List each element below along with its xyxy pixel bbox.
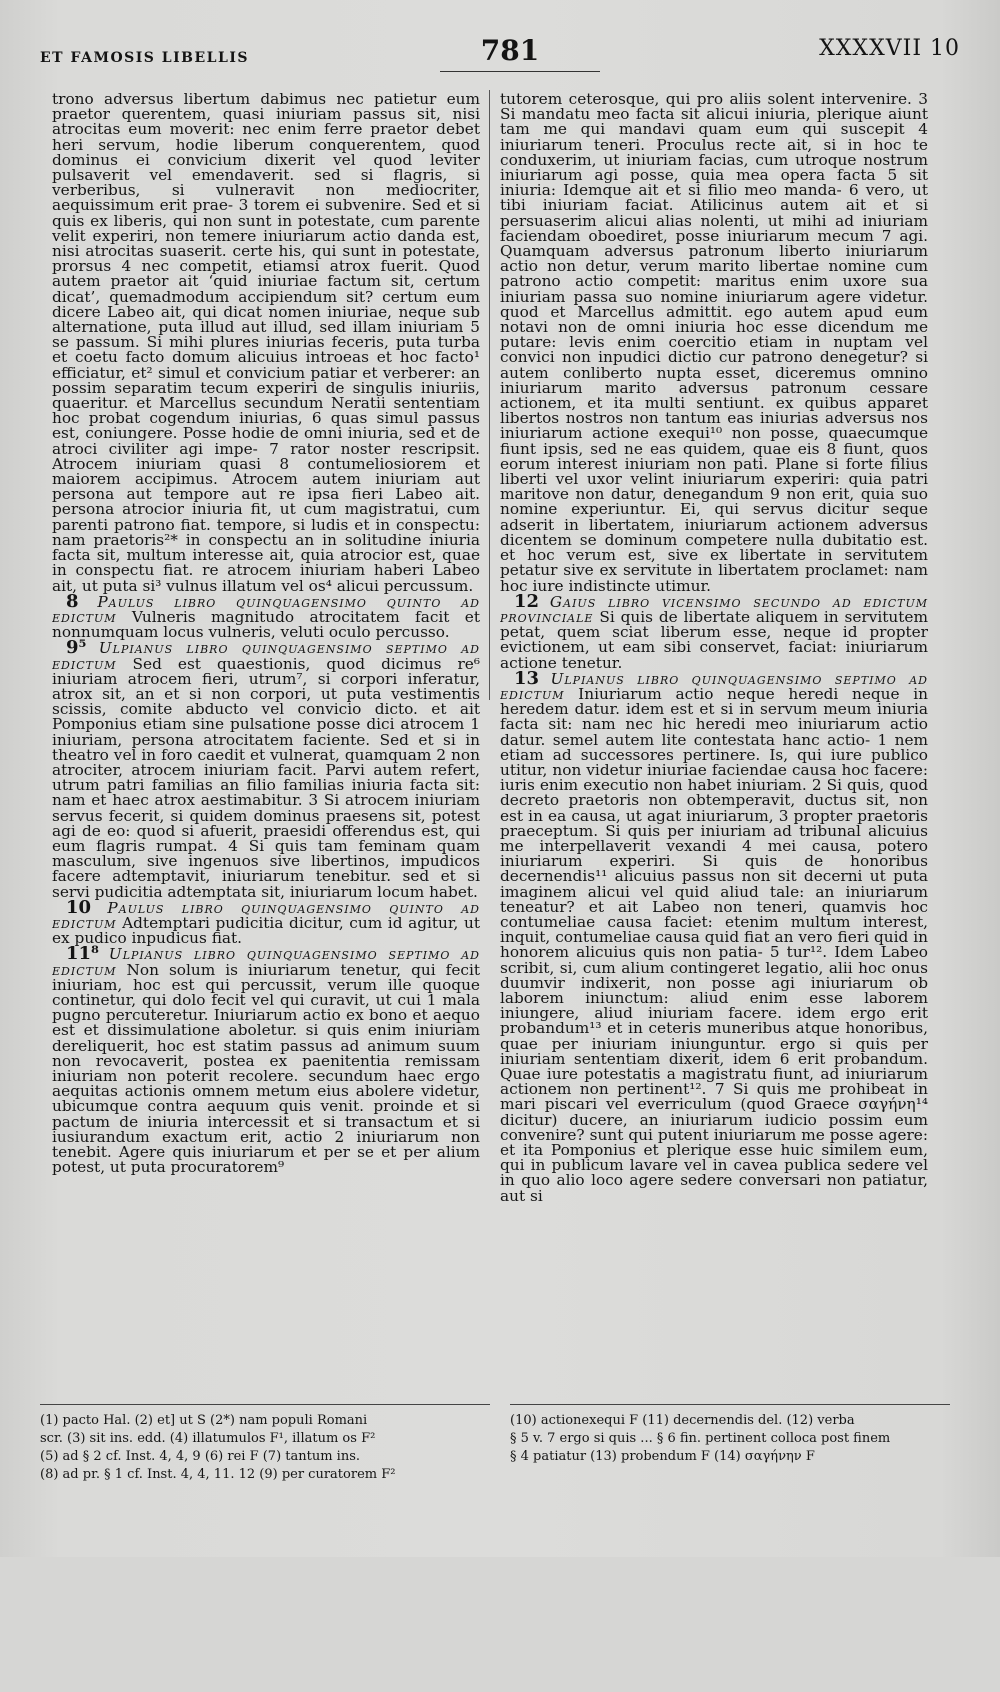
running-header xyxy=(40,32,960,72)
right-paragraph-1: tutorem ceterosque, qui pro aliis solent intervenire. 3 Si mandatu meo facta sit alicui iniuria, plerique aiunt tam me qui mandavi quam eum qui suscepit 4 iniuriarum teneri. Proculus recte ait, si in hoc te conduxerim, ut iniuriam facias, cum utroque nostrum iniuriarum agi posse, quia mea opera facta 5 sit iniuria: Idemque ait et si filio meo manda- 6 vero, ut tibi iniuriam faciat. Atilicinus autem ait et si persuaserim alicui alias nolenti, ut mihi ad iniuriam faciendam oboediret, posse iniuriarum mecum 7 agi. Quamquam adversus patronum liberto iniuriarum actio non detur, verum marito libertae nomine cum patrono actio competit: maritus enim uxore sua iniuriam passa suo nomine iniuriarum agere videtur. quod et Marcellus admittit. ego autem apud eum notavi non de omni iniuria hoc esse dicendum me putare: levis enim coercitio etiam in nuptam vel convici non inpudici dictio cur patrono denegetur? si autem conliberto nupta esset, diceremus omnino iniuriarum marito adversus patronum cessare actionem, et ita multi sentiunt. ex quibus apparet libertos nostros non tantum eas iniurias adversus nos iniuriarum actione exequi¹⁰ non posse, quaecumque fiunt ipsis, sed ne eas quidem, quae eis 8 fiunt, quos eorum interest iniuriam non pati. Plane si forte filius liberti vel uxor velint iniuriarum experiri: quia patri maritove non datur, denegandum 9 non erit, quia suo nomine experiuntur. Ei, qui servus dicitur seque adserit in libertatem, iniuriarum actionem adversus dicentem se dominum competere nulla dubitatio est. et hoc verum est, sive ex libertate in servitutem petatur sive ex servitute in libertatem proclamet: nam hoc iure indistincte utimur. xyxy=(500,92,928,595)
section-12-citation: Gaius libro vicensimo secundo ad edictum provinciale xyxy=(500,592,928,626)
section-8-citation: Paulus libro quinquagensimo quinto ad edictum xyxy=(52,592,480,626)
section-11-citation: Ulpianus libro quinquagensimo septimo ad edictum xyxy=(52,945,480,979)
footnote-line: (8) ad pr. § 1 cf. Inst. 4, 4, 11. 12 (9) per curatorem F² xyxy=(40,1467,396,1482)
page-number: 781 xyxy=(480,34,540,67)
section-10-text: Adtemptari pudicitia dicitur, cum id agitur, ut ex pudico inpudicus fiat. xyxy=(52,913,480,948)
footnote-line: scr. (3) sit ins. edd. (4) illatumulos F¹, illatum os F² xyxy=(40,1431,376,1446)
footnotes-left xyxy=(40,1412,490,1484)
section-13-text: Iniuriarum actio neque heredi neque in heredem datur. idem est et si in servum meum iniuria facta sit: nam nec hic heredi meo iniuriarum actio datur. semel autem lite contestata hanc actio- 1 nem etiam ad successores pertinere. Is, qui iure publico utitur, non videtur iniuriae faciendae causa hoc facere: iuris enim executio non habet iniuriam. 2 Si quis, quod decreto praetoris non obtemperavit, ductus sit, non est in ea causa, ut agat iniuriarum, 3 propter praetoris praeceptum. Si quis per iniuriam ad tribunal alicuius me interpellaverit vexandi 4 mei causa, potero iniuriarum experiri. Si quis de honoribus decernendis¹¹ alicuius passus non sit decerni ut puta imaginem alicui vel quid aliud tale: an iniuriarum teneatur? et ait Labeo non teneri, quamvis hoc contumeliae causa faciet: etenim multum interest, inquit, contumeliae causa quid fiat an vero fieri quid in honorem alicuius quis non patia- 5 tur¹². Idem Labeo scribit, si, cum alium contingeret legatio, alii hoc onus duumvir indixerit, non posse agi iniuriarum ob laborem iniunctum: aliud enim esse laborem iniungere, aliud iniuriam facere. idem ergo erit probandum¹³ et in ceteris muneribus atque honoribus, quae per iniuriam iniunguntur. ergo si quis per iniuriam sententiam dixerit, idem 6 erit probandum. Quae iure potestatis a magistratu fiunt, ad iniuriarum actionem non pertinent¹². 7 Si quis me prohibeat in mari piscari vel everriculum (quod Graece σαγήνη¹⁴ dicitur) ducere, an iniuriarum iudicio possim eum convenire? sunt qui putent iniuriarum me posse agere: et ita Pomponius et plerique esse huic similem eum, qui in publicum lavare vel in cavea publica sedere vel in quo alio loco agere sedere conversari non patiatur, aut si xyxy=(500,684,928,1205)
section-11 xyxy=(52,943,480,1177)
footnote-line: § 4 patiatur (13) probendum F (14) σαγήνην F xyxy=(510,1449,815,1464)
section-9-number: 9⁵ xyxy=(66,637,87,659)
section-12-text: Si quis de libertate aliquem in servitutem petat, quem sciat liberum esse, neque id propter evictionem, ut eam sibi conservet, faciat: iniuriarum actione tenetur. xyxy=(500,607,928,672)
section-8-number: 8 xyxy=(66,590,79,612)
header-rule xyxy=(440,71,600,72)
footnote-line: § 5 v. 7 ergo si quis ... § 6 fin. pertinent colloca post finem xyxy=(510,1431,891,1446)
section-9-citation: Ulpianus libro quinquagensimo septimo ad edictum xyxy=(52,639,480,673)
section-13-number: 13 xyxy=(514,667,540,689)
section-8 xyxy=(52,590,480,642)
section-13 xyxy=(500,667,928,1205)
section-13-citation: Ulpianus libro quinquagensimo septimo ad edictum xyxy=(500,669,928,703)
section-12-number: 12 xyxy=(514,590,540,612)
section-10 xyxy=(52,896,480,948)
section-10-citation: Paulus libro quinquagensimo quinto ad edictum xyxy=(52,898,480,932)
header-title: ET FAMOSIS LIBELLIS xyxy=(40,50,250,66)
section-8-text: Vulneris magnitudo atrocitatem facit et nonnumquam locus vulneris, veluti oculo percusso. xyxy=(52,607,480,642)
section-10-number: 10 xyxy=(66,896,92,918)
left-paragraph-1: trono adversus libertum dabimus nec patietur eum praetor querentem, quasi iniuriam passus sit, nisi atrocitas eum moverit: nec enim ferre praetor debet heri servum, hodie liberum conquerentem, quod dominus ei convicium dixerit vel quod leviter pulsaverit vel emendaverit. sed si flagris, si verberibus, si vulneravit non mediocriter, aequissimum erit prae- 3 torem ei subvenire. Sed et si quis ex liberis, qui non sunt in potestate, cum parente velit experiri, non temere iniuriarum actio danda est, nisi atrocitas suaserit. certe his, qui sunt in potestate, prorsus 4 nec competit, etiamsi atrox fuerit. Quod autem praetor ait ‘quid iniuriae factum sit, certum dicat’, quemadmodum accipiendum sit? certum eum dicere Labeo ait, qui dicat nomen iniuriae, neque sub alternatione, puta illud aut illud, sed illam iniuriam 5 se passum. Si mihi plures iniurias feceris, puta turba et coetu facto domum alicuius introeas et hoc facto¹ efficiatur, et² simul et convicium patiar et verberer: an possim separatim tecum experiri de singulis iniuriis, quaeritur. et Marcellus secundum Neratii sententiam hoc probat cogendum iniurias, 6 quas simul passus est, coniungere. Posse hodie de omni iniuria, sed et de atroci civiliter agi impe- 7 rator noster rescripsit. Atrocem iniuriam quasi 8 contumeliosiorem et maiorem accipimus. Atrocem autem iniuriam aut persona aut tempore aut re ipsa fieri Labeo ait. persona atrocior iniuria fit, ut cum magistratui, cum parenti patrono fiat. tempore, si ludis et in conspectu: nam praetoris²* in conspectu an in solitudine iniuria facta sit, multum interesse ait, quia atrocior est, quae in conspectu fiat. re atrocem iniuriam haberi Labeo ait, ut puta si³ vulnus illatum vel os⁴ alicui percussum. xyxy=(52,92,480,595)
footnote-line: (1) pacto Hal. (2) et] ut S (2*) nam populi Romani xyxy=(40,1413,368,1428)
section-11-text: Non solum is iniuriarum tenetur, qui fecit iniuriam, hoc est qui percussit, verum ille quoque continetur, qui dolo fecit vel qui curavit, ut cui 1 mala pugno percuteretur. Iniuriarum actio ex bono et aequo est et dissimulatione aboletur. si quis enim iniuriam dereliquerit, hoc est statim passus ad animum suum non revocaverit, postea ex paenitentia remissam iniuriam non poterit recolere. secundum haec ergo aequitas actionis omnem metum eius abolere videtur, ubicumque contra aequum quis venit. proinde et si pactum de iniuria intercessit et si transactum et si iusiurandum exactum erit, actio 2 iniuriarum non tenebit. Agere quis iniuriarum et per se et per alium potest, ut puta procuratorem⁹ xyxy=(52,960,480,1177)
footnote-line: (5) ad § 2 cf. Inst. 4, 4, 9 (6) rei F (7) tantum ins. xyxy=(40,1449,361,1464)
footnotes-right xyxy=(510,1412,950,1466)
section-9 xyxy=(52,637,480,901)
header-section-ref: XXXXVII 10 xyxy=(819,36,960,61)
section-12 xyxy=(500,590,928,672)
section-9-text: Sed est quaestionis, quod dicimus re⁶ iniuriam atrocem fieri, utrum⁷, si corpori inferatur, atrox sit, an et si non corpori, ut puta vestimentis scissis, comite abducto vel convicio dicto. et ait Pomponius etiam sine pulsatione posse dici atrocem 1 iniuriam, persona atrocitatem faciente. Sed et si in theatro vel in foro caedit et vulnerat, quamquam 2 non atrociter, atrocem iniuriam facit. Parvi autem refert, utrum patri familias an filio familias iniuria facta sit: nam et haec atrox aestimabitur. 3 Si atrocem iniuriam servus fecerit, si quidem dominus praesens sit, potest agi de eo: quod si afuerit, praesidi offerendus est, qui eum flagris rumpat. 4 Si quis tam feminam quam masculum, sive ingenuos sive libertinos, impudicos facere adtemptavit, iniuriarum tenebitur. sed et si servi pudicitia adtemptata sit, iniuriarum locum habet. xyxy=(52,654,480,901)
footnote-separator-right xyxy=(510,1404,950,1405)
footnote-separator-left xyxy=(40,1404,490,1405)
column-divider xyxy=(489,90,490,700)
footnote-line: (10) actionexequi F (11) decernendis del. (12) verba xyxy=(510,1413,855,1428)
section-11-number: 11⁸ xyxy=(66,943,99,965)
